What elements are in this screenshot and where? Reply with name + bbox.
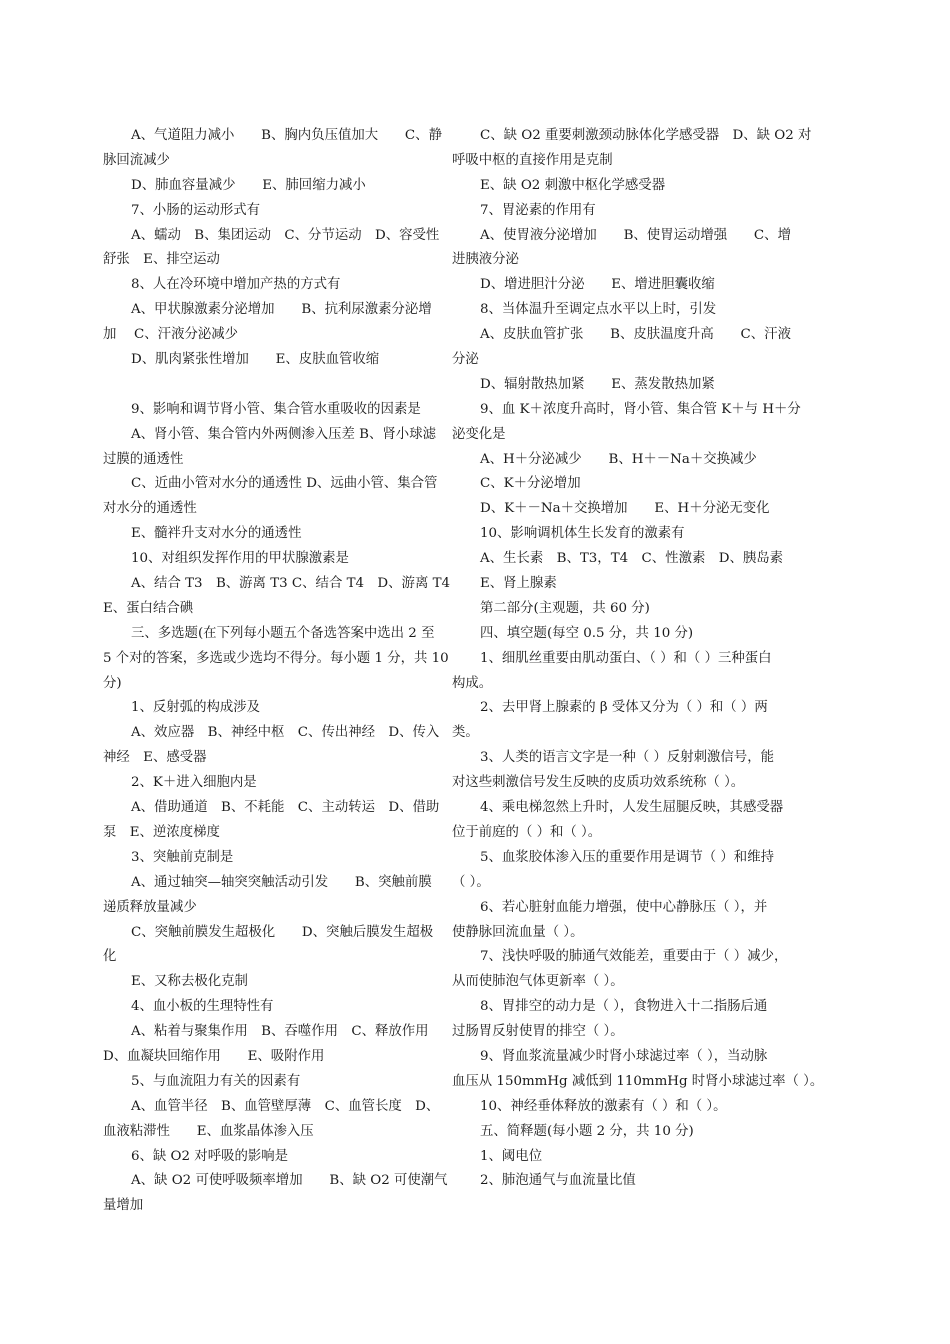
text-line: 9、肾血浆流量减少时肾小球滤过率（ ），当动脉 [480,1048,768,1064]
text-line: D、血凝块回缩作用 E、吸附作用 [103,1048,325,1064]
text-line: 分) [103,675,122,691]
text-line: 化 [103,949,117,965]
text-line: A、血管半径 B、血管壁厚薄 C、血管长度 D、 [131,1098,440,1114]
text-line: 进胰液分泌 [452,252,519,268]
text-line: 血液粘滞性 E、血浆晶体渗入压 [103,1123,314,1139]
text-line: E、缺 O2 刺激中枢化学感受器 [480,177,666,193]
left-column [103,124,459,1219]
text-line: C、缺 O2 重要刺激颈动脉体化学感受器 D、缺 O2 对 [480,128,812,143]
text-line: E、肾上腺素 [480,576,557,592]
text-line: A、通过轴突—轴突突触活动引发 B、突触前膜 [131,874,432,890]
text-line: 递质释放量减少 [103,899,197,915]
text-line: 泵 E、逆浓度梯度 [103,824,220,840]
text-line: A、效应器 B、神经中枢 C、传出神经 D、传入 [131,725,440,741]
text-line: 神经 E、感受器 [103,750,207,766]
text-line: 8、胃排空的动力是（ ），食物进入十二指肠后通 [480,999,768,1015]
text-line: 位于前庭的（ ）和（ ）。 [452,824,602,840]
text-line: 2、去甲肾上腺素的 β 受体又分为（ ）和（ ）两 [480,700,768,716]
text-line: 5 个对的答案，多选或少选均不得分。每小题 1 分，共 10 [103,650,449,666]
text-line: 过肠胃反射使胃的排空（ ）。 [452,1024,624,1040]
text-line: 4、乘电梯忽然上升时，人发生屈腿反映，其感受器 [480,800,784,816]
text-line: 类。 [452,725,479,741]
text-line: A、甲状腺激素分泌增加 B、抗利尿激素分泌增 [131,302,432,318]
text-line: C、近曲小管对水分的通透性 D、远曲小管、集合管 [131,476,438,492]
text-line: A、缺 O2 可使呼吸频率增加 B、缺 O2 可使潮气 [131,1173,448,1189]
text-line: 构成。 [452,675,493,691]
text-line: A、粘着与聚集作用 B、吞噬作用 C、释放作用 [131,1024,429,1040]
text-line: 3、人类的语言文字是一种（ ）反射刺激信号，能 [480,750,774,766]
text-line: 量增加 [103,1198,144,1214]
text-line: A、肾小管、集合管内外两侧渗入压差 B、肾小球滤 [131,426,436,442]
text-line: A、使胃液分泌增加 B、使胃运动增强 C、增 [480,227,791,243]
text-line: E、蛋白结合碘 [103,600,194,616]
text-line: A、H＋分泌减少 B、H＋－Na＋交换减少 [480,451,757,467]
text-line: 舒张 E、排空运动 [103,252,220,268]
text-line: 5、与血流阻力有关的因素有 [131,1073,301,1089]
text-line: 使静脉回流血量（ ）。 [452,924,584,940]
text-line: D、肺血容量减少 E、肺回缩力减小 [131,177,366,193]
text-line: 7、胃泌素的作用有 [480,202,596,218]
text-line: 第二部分(主观题，共 60 分) [480,600,650,616]
text-line: 五、简释题(每小题 2 分，共 10 分) [480,1123,694,1139]
text-line: 6、缺 O2 对呼吸的影响是 [131,1148,289,1164]
text-line: 1、阈电位 [480,1148,543,1164]
text-line: 2、肺泡通气与血流量比值 [480,1173,636,1189]
text-line: 8、当体温升至调定点水平以上时，引发 [480,302,717,318]
text-line: 对这些刺激信号发生反映的皮质功效系统称（ ）。 [452,775,745,791]
text-line: A、借助通道 B、不耗能 C、主动转运 D、借助 [131,800,440,816]
text-line: 6、若心脏射血能力增强，使中心静脉压（ ），并 [480,899,768,915]
text-line: 对水分的通透性 [103,501,197,517]
text-line: 加 C、汗液分泌减少 [103,327,239,343]
text-line: （ ）。 [452,874,490,890]
right-column [452,124,824,1194]
text-line: D、K＋－Na＋交换增加 E、H＋分泌无变化 [480,501,770,517]
text-line: E、又称去极化克制 [131,974,248,990]
text-line: 9、血 K＋浓度升高时，肾小管、集合管 K＋与 H＋分 [480,401,801,417]
text-line: 10、影响调机体生长发育的激素有 [480,526,685,542]
text-line: C、突触前膜发生超极化 D、突触后膜发生超极 [131,924,434,940]
text-line: A、蠕动 B、集团运动 C、分节运动 D、容受性 [131,227,440,243]
text-line: A、皮肤血管扩张 B、皮肤温度升高 C、汗液 [480,327,791,343]
text-line: C、K＋分泌增加 [480,476,581,492]
text-line: E、髓袢升支对水分的通透性 [131,526,302,542]
text-line: 分泌 [452,352,479,368]
text-line: 10、神经垂体释放的激素有（ ）和（ ）。 [480,1098,727,1114]
text-line: 1、细肌丝重要由肌动蛋白、（ ）和（ ）三种蛋白 [480,650,772,666]
text-line: 脉回流减少 [103,152,170,168]
text-line: 5、血浆胶体渗入压的重要作用是调节（ ）和维持 [480,849,774,865]
text-line: 4、血小板的生理特性有 [131,999,274,1015]
text-line: A、气道阻力减小 B、胸内负压值加大 C、静 [131,128,442,143]
text-line: 9、影响和调节肾小管、集合管水重吸收的因素是 [131,401,421,417]
text-line: 血压从 150mmHg 减低到 110mmHg 时肾小球滤过率（ ）。 [452,1073,824,1089]
text-line: D、辐射散热加紧 E、蒸发散热加紧 [480,376,715,392]
text-line: 呼吸中枢的直接作用是克制 [452,152,613,168]
text-line: 泌变化是 [452,426,506,442]
text-line: 过膜的通透性 [103,451,184,467]
text-line: D、增进胆汁分泌 E、增进胆囊收缩 [480,277,715,293]
text-line: 7、浅快呼吸的肺通气效能差，重要由于（ ）减少， [480,949,788,965]
text-line: A、生长素 B、T3，T4 C、性激素 D、胰岛素 [480,551,784,567]
text-line: 3、突触前克制是 [131,849,234,865]
text-line: 1、反射弧的构成涉及 [131,700,261,716]
text-line: D、肌肉紧张性增加 E、皮肤血管收缩 [131,352,380,368]
text-line: 10、对组织发挥作用的甲状腺激素是 [131,551,349,567]
text-line: A、结合 T3 B、游离 T3 C、结合 T4 D、游离 T4 [131,576,451,592]
text-line [103,373,459,398]
text-line: 8、人在冷环境中增加产热的方式有 [131,277,341,293]
text-line: 从而使肺泡气体更新率（ ）。 [452,974,624,990]
text-line: 三、多选题(在下列每小题五个备选答案中选出 2 至 [131,625,435,641]
text-line: 四、填空题(每空 0.5 分，共 10 分) [480,625,694,641]
text-line: 7、小肠的运动形式有 [131,202,261,218]
text-line: 2、K＋进入细胞内是 [131,775,257,791]
